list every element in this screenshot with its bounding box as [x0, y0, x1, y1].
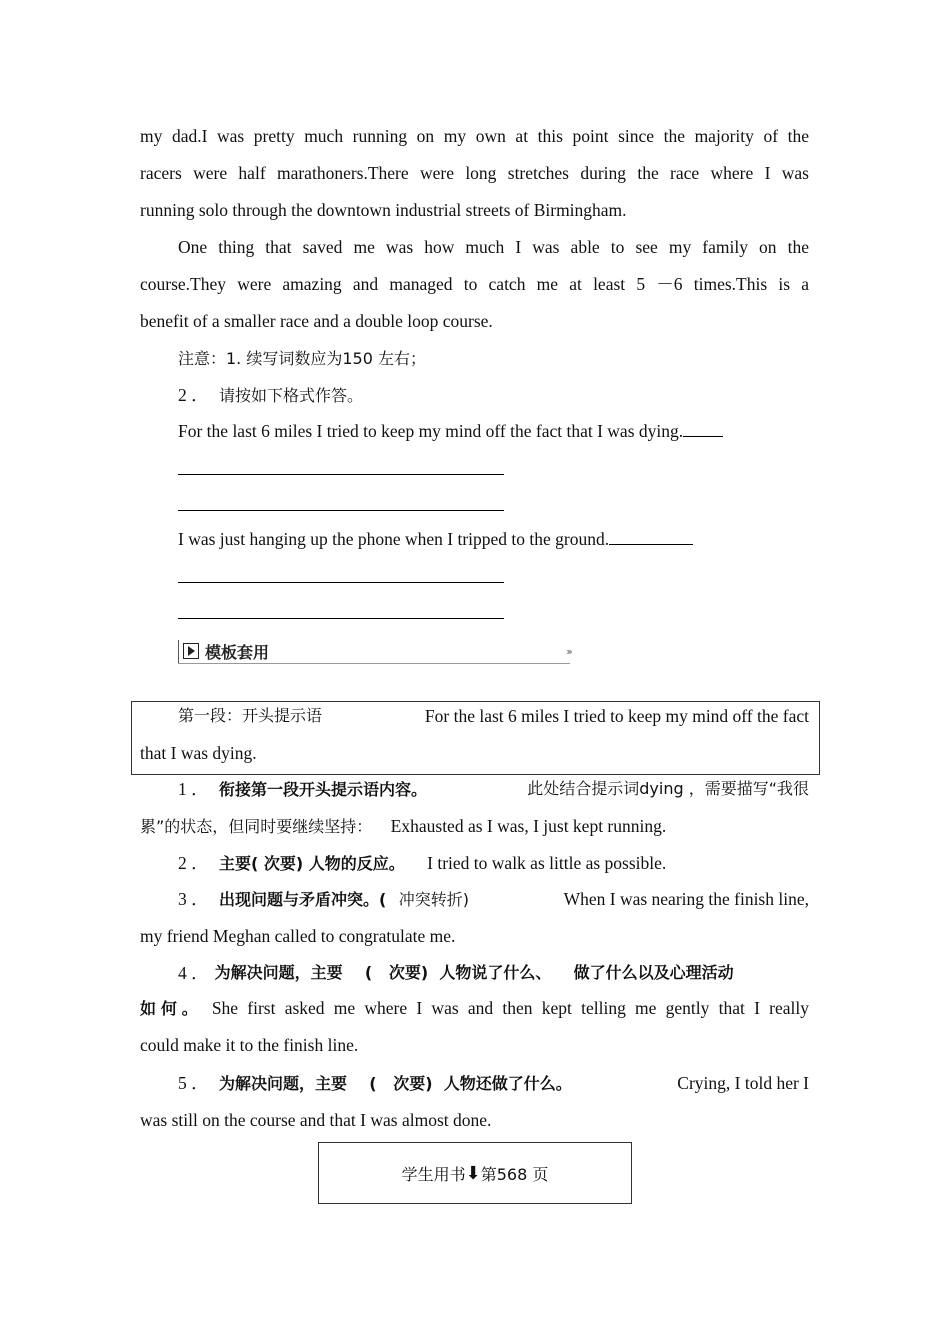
- prompt-paragraph-1: For the last 6 miles I tried to keep my mind off the fact that I was dying.: [178, 418, 723, 444]
- answer-line[interactable]: [178, 582, 504, 583]
- template-item-4-cont: 如何。 She first asked me where I was and then kept telling me gently that I really could make it to the finish line.: [140, 998, 809, 1055]
- story-line: racers were half marathoners.There were long stretches during the race where I was: [140, 163, 809, 183]
- story-line: course.They were amazing and managed to catch me at least 5 －6 times.This is a: [140, 274, 809, 294]
- reference-prefix: 学生用书: [401, 1164, 466, 1184]
- answer-line[interactable]: [178, 474, 504, 475]
- play-icon: [183, 643, 199, 659]
- template-item-1: 1 ． 衔接第一段开头提示语内容。 此处结合提示词dying ，需要描写“我很: [178, 779, 809, 799]
- template-item-4: 4 ． 为解决问题，主要 ( 次要) 人物说了什么、 做了什么以及心理活动: [178, 963, 734, 983]
- reference-page: 第568 页: [480, 1164, 549, 1184]
- story-line: One thing that saved me was how much I was able to see my family on the: [178, 237, 809, 257]
- box-line-2: that I was dying.: [140, 743, 257, 763]
- box-line-1: 第一段：开头提示语 For the last 6 miles I tried to keep my mind off the fact: [178, 706, 809, 726]
- template-item-3-cont: my friend Meghan called to congratulate me.: [140, 926, 456, 946]
- answer-line[interactable]: [178, 618, 504, 619]
- story-line: benefit of a smaller race and a double loop course.: [140, 311, 493, 331]
- template-item-3: 3 ． 出现问题与矛盾冲突。( 冲突转折) When I was nearing the finish line,: [178, 889, 809, 909]
- note-word-count: 注意：1. 续写词数应为150 左右；: [178, 349, 426, 368]
- template-item-5-cont: was still on the course and that I was almost done.: [140, 1110, 492, 1130]
- chevron-right-icon: ›››: [565, 645, 570, 658]
- answer-blank[interactable]: [683, 418, 723, 437]
- answer-line[interactable]: [178, 510, 504, 511]
- section-title: 模板套用: [205, 643, 270, 662]
- story-paragraph-2: [140, 229, 809, 340]
- section-header: [178, 640, 570, 664]
- student-book-reference[interactable]: [318, 1142, 632, 1204]
- template-item-1-cont: 累”的状态，但同时要继续坚持： Exhausted as I was, I just kept running.: [140, 816, 667, 836]
- story-line: my dad.I was pretty much running on my own at this point since the majority of the: [140, 126, 809, 146]
- answer-blank[interactable]: [609, 526, 693, 545]
- arrow-down-icon: ⬇: [465, 1162, 481, 1184]
- note-format: 2 ． 请按如下格式作答。: [178, 385, 364, 405]
- template-item-5: 5 ． 为解决问题，主要 ( 次要) 人物还做了什么。 Crying, I told her I: [178, 1073, 809, 1093]
- template-item-2: 2 ． 主要( 次要) 人物的反应。 I tried to walk as little as possible.: [178, 853, 667, 873]
- prompt-paragraph-2: I was just hanging up the phone when I tripped to the ground.: [178, 526, 693, 552]
- story-paragraph-1: [140, 118, 809, 229]
- story-line: running solo through the downtown industrial streets of Birmingham.: [140, 200, 627, 220]
